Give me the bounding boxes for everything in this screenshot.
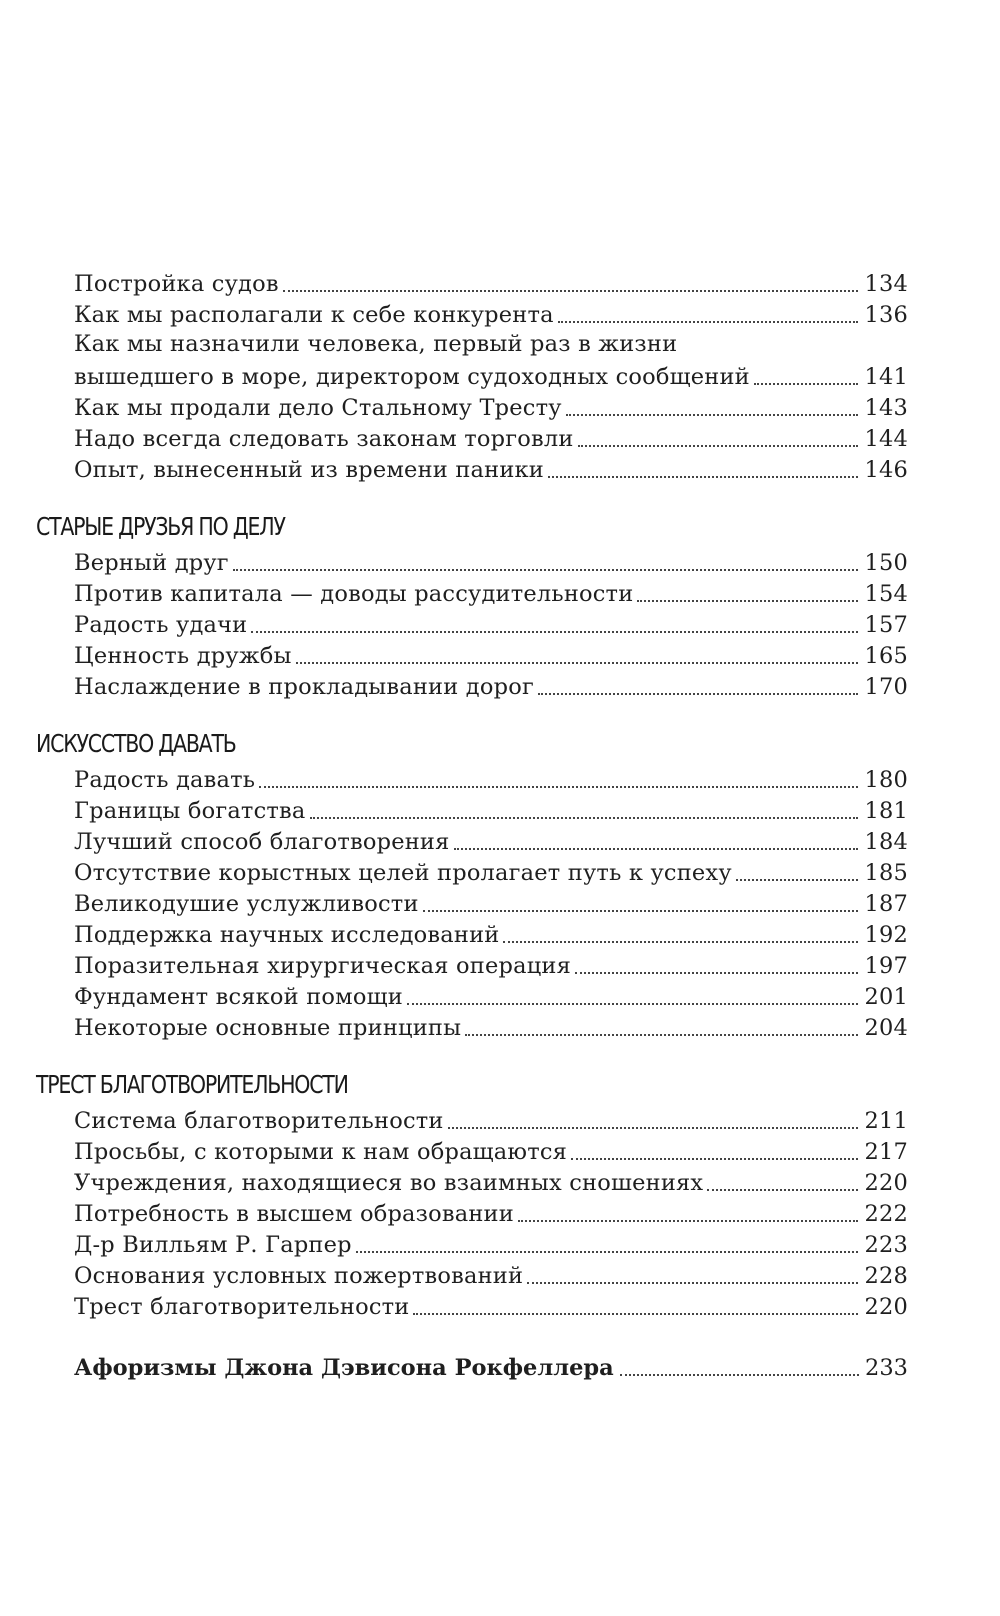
toc-entry[interactable]: [74, 1010, 908, 1042]
dot-leader: [518, 1220, 858, 1222]
toc-entry[interactable]: [74, 1165, 908, 1197]
toc-entry[interactable]: [74, 297, 908, 329]
toc-entry[interactable]: [74, 855, 908, 887]
toc-entry-title: Поразительная хирургическая операция: [74, 953, 571, 979]
dot-leader: [566, 414, 859, 416]
toc-entry-page: 157: [864, 612, 908, 638]
dot-leader: [754, 383, 859, 385]
dot-leader: [558, 321, 859, 323]
toc-entry[interactable]: [74, 917, 908, 949]
toc-entry-title: Радость давать: [74, 767, 256, 793]
dot-leader: [465, 1034, 858, 1036]
toc-entry-title: Афоризмы Джона Дэвисона Рокфеллера: [74, 1355, 614, 1381]
toc-entry[interactable]: [74, 638, 908, 670]
dot-leader: [736, 879, 859, 881]
dot-leader: [448, 1127, 859, 1129]
toc-entry-page: 144: [864, 426, 908, 452]
dot-leader: [578, 445, 859, 447]
dot-leader: [233, 569, 859, 571]
toc-entry[interactable]: [74, 1103, 908, 1135]
dot-leader: [259, 786, 858, 788]
toc-entry-page: 180: [864, 767, 908, 793]
toc-entry-page: 222: [864, 1201, 908, 1227]
toc-entry-page: 141: [864, 364, 908, 390]
toc-entry-page: 204: [864, 1015, 908, 1041]
dot-leader: [503, 941, 858, 943]
toc-entry-title: Как мы располагали к себе конкурента: [74, 302, 554, 328]
dot-leader: [548, 476, 858, 478]
section-heading: ИСКУССТВО ДАВАТЬ: [36, 729, 236, 758]
toc-entry-title: вышедшего в море, директором судоходных сообщений: [74, 364, 750, 390]
dot-leader: [538, 693, 859, 695]
toc-entry[interactable]: [74, 948, 908, 980]
toc-entry-title: Ценность дружбы: [74, 643, 292, 669]
toc-entry-page: 181: [864, 798, 908, 824]
toc-entry[interactable]: [74, 886, 908, 918]
toc-entry-title: Надо всегда следовать законам торговли: [74, 426, 574, 452]
toc-entry[interactable]: [74, 545, 908, 577]
toc-entry-title: Учреждения, находящиеся во взаимных сношениях: [74, 1170, 704, 1196]
dot-leader: [296, 662, 859, 664]
dot-leader: [423, 910, 859, 912]
toc-entry[interactable]: [74, 979, 908, 1011]
toc-entry-title: Верный друг: [74, 550, 229, 576]
toc-entry-title: Границы богатства: [74, 798, 306, 824]
section-heading: СТАРЫЕ ДРУЗЬЯ ПО ДЕЛУ: [36, 512, 285, 541]
toc-entry-page: 217: [864, 1139, 908, 1165]
dot-leader: [527, 1282, 858, 1284]
toc-entry[interactable]: [74, 824, 908, 856]
toc-entry[interactable]: [74, 266, 908, 298]
toc-entry-page: 143: [864, 395, 908, 421]
toc-entry-title: Просьбы, с которыми к нам обращаются: [74, 1139, 568, 1165]
dot-leader: [637, 600, 858, 602]
toc-entry-page: 136: [864, 302, 908, 328]
dot-leader: [356, 1251, 859, 1253]
section-heading: ТРЕСТ БЛАГОТВОРИТЕЛЬНОСТИ: [36, 1070, 348, 1099]
toc-entry-page: 192: [864, 922, 908, 948]
toc-entry-title: Система благотворительности: [74, 1108, 444, 1134]
toc-entry-title: Отсутствие корыстных целей пролагает путь к успеху: [74, 860, 732, 886]
toc-entry-page: 165: [864, 643, 908, 669]
toc-entry[interactable]: [74, 1289, 908, 1321]
toc-entry-page: 223: [864, 1232, 908, 1258]
toc-entry-title: Основания условных пожертвований: [74, 1263, 524, 1289]
toc-entry[interactable]: [74, 359, 908, 391]
dot-leader: [454, 848, 859, 850]
toc-entry[interactable]: [74, 1258, 908, 1290]
toc-entry[interactable]: [74, 793, 908, 825]
dot-leader: [251, 631, 858, 633]
toc-entry-title: Трест благотворительности: [74, 1294, 410, 1320]
toc-entry-page: 233: [865, 1355, 908, 1381]
toc-entry-title: Лучший способ благотворения: [74, 829, 450, 855]
dot-leader: [575, 972, 858, 974]
dot-leader: [407, 1003, 859, 1005]
toc-entry-title: Против капитала — доводы рассудительности: [74, 581, 634, 607]
toc-entry[interactable]: [74, 421, 908, 453]
dot-leader: [310, 817, 859, 819]
toc-entry-title: Постройка судов: [74, 271, 279, 297]
dot-leader: [413, 1313, 858, 1315]
toc-entry-title: Д-р Вилльям Р. Гарпер: [74, 1232, 352, 1258]
toc-entry-title: Поддержка научных исследований: [74, 922, 500, 948]
dot-leader: [571, 1158, 858, 1160]
toc-entry-title: Наслаждение в прокладывании дорог: [74, 674, 534, 700]
toc-entry-title: Фундамент всякой помощи: [74, 984, 403, 1010]
toc-entry[interactable]: [74, 1227, 908, 1259]
toc-entry[interactable]: [74, 452, 908, 484]
toc-entry-page: 184: [864, 829, 908, 855]
toc-entry-page: 211: [864, 1108, 908, 1134]
toc-entry[interactable]: [74, 669, 908, 701]
toc-entry-page: 170: [864, 674, 908, 700]
toc-entry-page: 197: [864, 953, 908, 979]
dot-leader: [707, 1189, 858, 1191]
toc-entry-page: 185: [864, 860, 908, 886]
toc-entry[interactable]: [74, 576, 908, 608]
toc-entry-page: 146: [864, 457, 908, 483]
toc-entry[interactable]: [74, 390, 908, 422]
toc-entry-page: 228: [864, 1263, 908, 1289]
toc-entry-page: 154: [864, 581, 908, 607]
dot-leader: [283, 290, 859, 292]
toc-entry-title: Радость удачи: [74, 612, 248, 638]
toc-entry-title: Некоторые основные принципы: [74, 1015, 462, 1041]
toc-entry-title: Потребность в высшем образовании: [74, 1201, 514, 1227]
toc-entry-title: Как мы продали дело Стальному Тресту: [74, 395, 562, 421]
toc-entry-page: 220: [864, 1294, 908, 1320]
toc-entry-title: Опыт, вынесенный из времени паники: [74, 457, 544, 483]
toc-entry-page: 150: [864, 550, 908, 576]
toc-entry-title: Великодушие услужливости: [74, 891, 419, 917]
toc-entry-page: 187: [864, 891, 908, 917]
toc-entry[interactable]: [74, 1134, 908, 1166]
toc-entry[interactable]: [74, 607, 908, 639]
toc-entry[interactable]: [74, 762, 908, 794]
toc-entry-title-line1[interactable]: Как мы назначили человека, первый раз в жизни: [74, 331, 678, 357]
toc-entry-page: 201: [864, 984, 908, 1010]
toc-entry-page: 220: [864, 1170, 908, 1196]
toc-entry-page: 134: [864, 271, 908, 297]
toc-entry[interactable]: [74, 1196, 908, 1228]
toc-final-entry[interactable]: [74, 1348, 908, 1382]
dot-leader: [620, 1374, 859, 1376]
